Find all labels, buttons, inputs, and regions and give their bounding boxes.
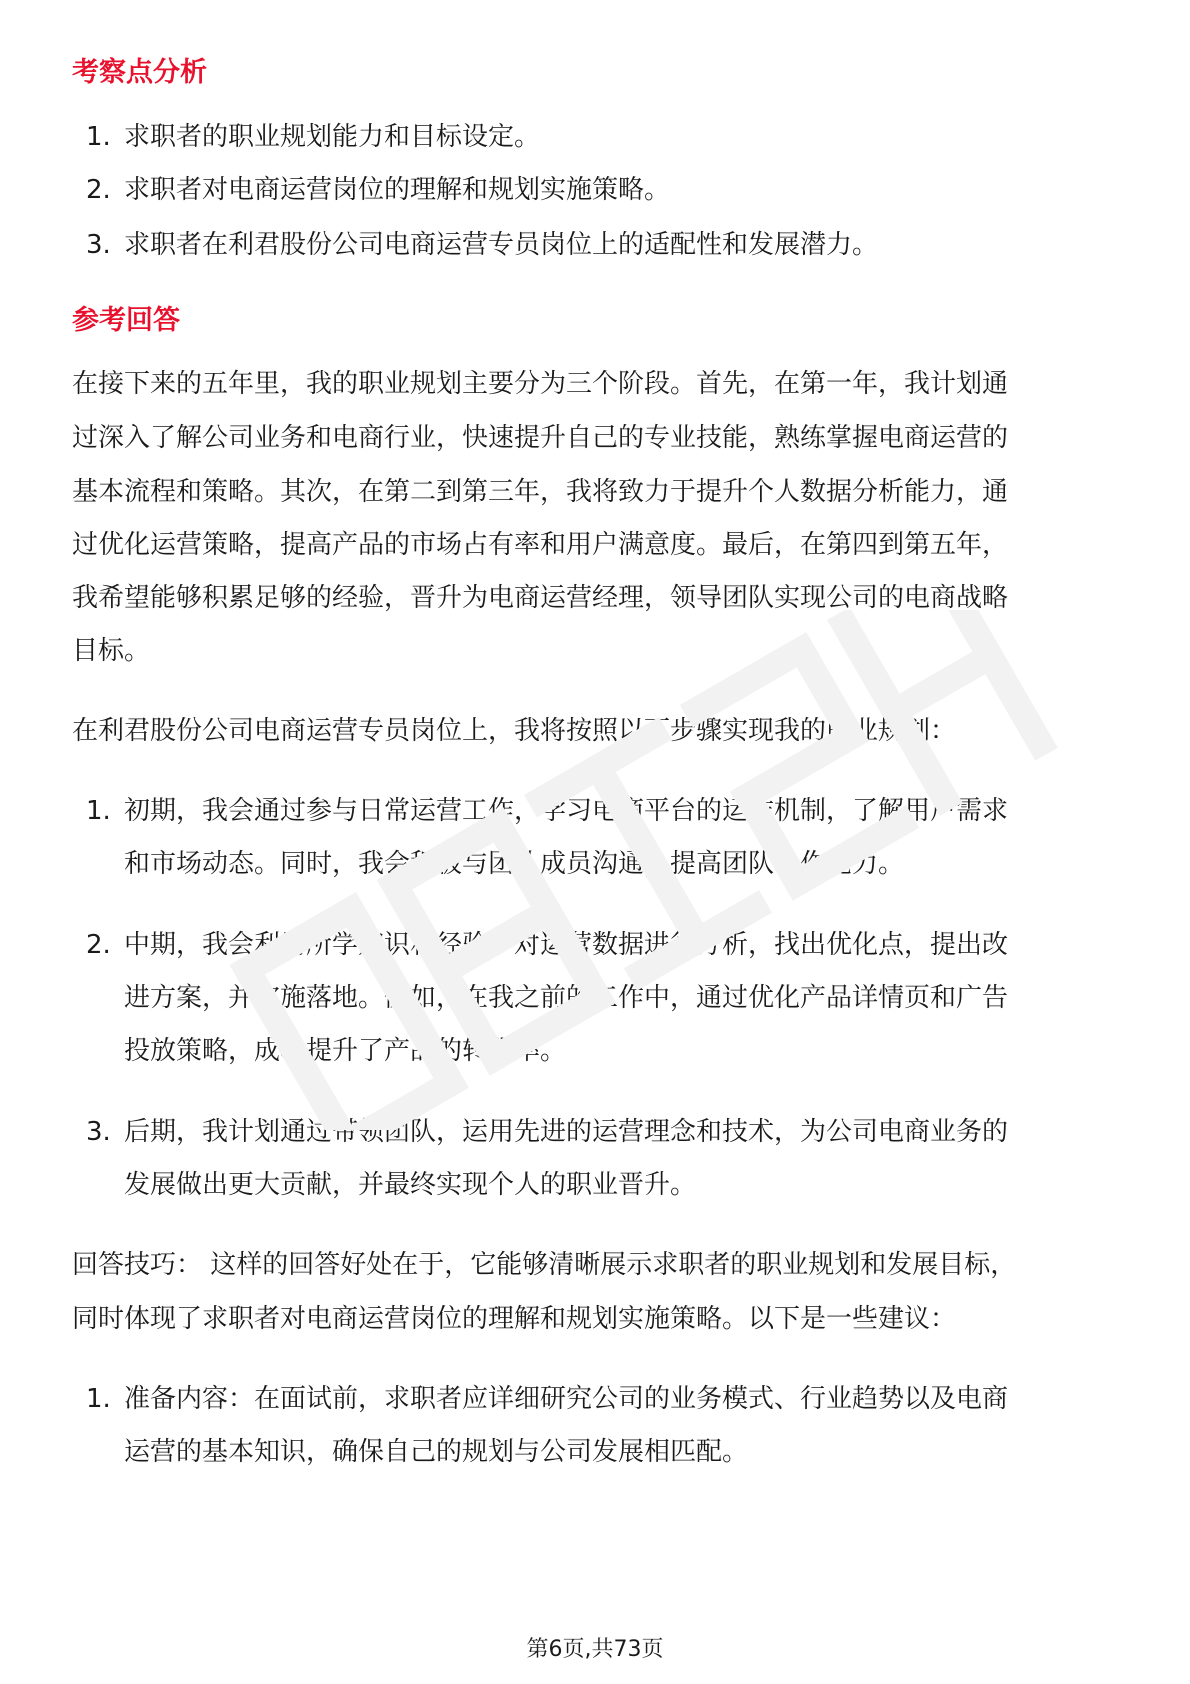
step-line: 后期，我计划通过带领团队，运用先进的运营理念和技术，为公司电商业务的 [124,1117,1009,1147]
tip-line: 运营的基本知识，确保自己的规划与公司发展相匹配。 [124,1437,749,1467]
step-line: 中期，我会利用所学知识和经验，对运营数据进行分析，找出优化点，提出改 [124,930,1009,960]
analysis-item: 求职者的职业规划能力和目标设定。 [124,122,541,152]
answer-paragraph-intro: 在利君股份公司电商运营专员岗位上，我将按照以下步骤实现我的职业规划： [72,716,957,746]
step-line: 投放策略，成功提升了产品的转化率。 [124,1036,567,1066]
step-line: 进方案，并实施落地。例如，在我之前的工作中，通过优化产品详情页和广告 [124,983,1009,1013]
answer-paragraph-line: 过深入了解公司业务和电商行业，快速提升自己的专业技能，熟练掌握电商运营的 [72,423,1009,453]
analysis-item-number: 2. [86,175,111,205]
answer-paragraph-line: 目标。 [72,636,151,666]
step-number: 1. [86,796,111,826]
answer-paragraph-line: 过优化运营策略，提高产品的市场占有率和用户满意度。最后，在第四到第五年， [72,530,1009,560]
step-number: 2. [86,930,111,960]
answer-paragraph-line: 我希望能够积累足够的经验，晋升为电商运营经理，领导团队实现公司的电商战略 [72,583,1009,613]
answer-paragraph-line: 在接下来的五年里，我的职业规划主要分为三个阶段。首先，在第一年，我计划通 [72,369,1009,399]
analysis-item-number: 3. [86,230,111,260]
tips-paragraph-line: 同时体现了求职者对电商运营岗位的理解和规划实施策略。以下是一些建议： [72,1304,957,1334]
tip-line: 准备内容：在面试前，求职者应详细研究公司的业务模式、行业趋势以及电商 [124,1384,1009,1414]
answer-paragraph-line: 基本流程和策略。其次，在第二到第三年，我将致力于提升个人数据分析能力，通 [72,477,1009,507]
analysis-item-number: 1. [86,122,111,152]
step-line: 发展做出更大贡献，并最终实现个人的职业晋升。 [124,1170,697,1200]
analysis-item: 求职者在利君股份公司电商运营专员岗位上的适配性和发展潜力。 [124,230,879,260]
page-footer: 第6页,共73页 [526,1637,664,1662]
step-line: 初期，我会通过参与日常运营工作，学习电商平台的运作机制，了解用户需求 [124,796,1009,826]
step-line: 和市场动态。同时，我会积极与团队成员沟通，提高团队协作能力。 [124,849,905,879]
answer-heading: 参考回答 [72,305,180,336]
step-number: 3. [86,1117,111,1147]
analysis-item: 求职者对电商运营岗位的理解和规划实施策略。 [124,175,671,205]
analysis-heading: 考察点分析 [72,57,207,88]
tips-paragraph-line: 回答技巧： 这样的回答好处在于，它能够清晰展示求职者的职业规划和发展目标， [72,1250,1017,1280]
tip-number: 1. [86,1384,111,1414]
